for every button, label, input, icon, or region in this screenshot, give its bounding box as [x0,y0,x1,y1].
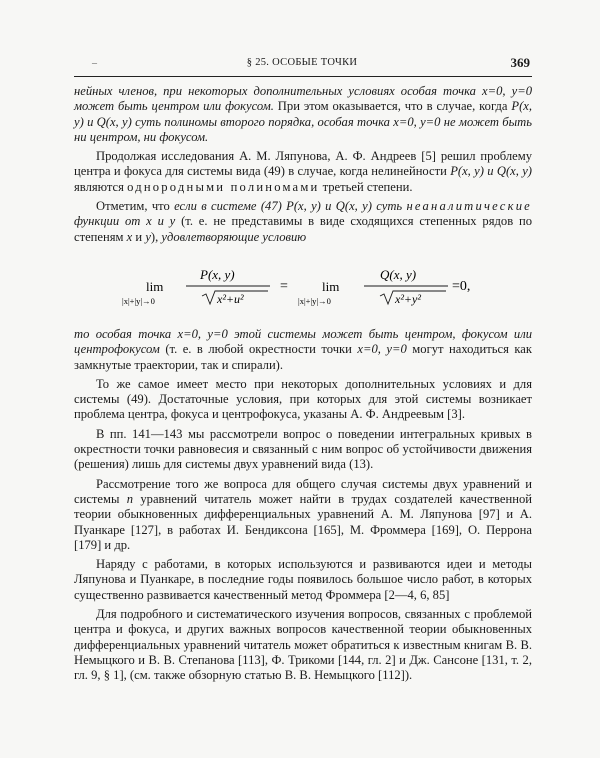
p2-text2: являются [74,179,128,194]
p4-it2: x=0, y=0 [357,342,407,357]
paragraph-2 [74,149,532,195]
p3-text4: ), [150,229,162,244]
denominator-1: x²+u² [217,291,244,306]
p1-line4: точка x=0, y=0 не может быть ни центром, ни фокусом. [74,114,532,144]
lim-2-sub: |x|+|y|→0 [298,295,331,306]
paragraph-7 [74,477,532,553]
equals-sign: = [280,278,288,294]
p2-text3: третьей степени. [319,179,413,194]
paragraph-5: То же самое имеет место при некоторых дополнительных условиях и для системы (49). Достаточные условия, при которых для этой системы возникает проблема центра, фокуса и центрофокуса, указаны А. Ф. Андреевым [3]. [74,376,532,422]
paragraph-4 [74,327,532,373]
p7-text2: уравнений читатель может найти в трудах создателей качественной теории обыкновенных дифференциальных уравнений А. М. Ляпунова [97] и А. Пуанкаре [127], в работах И. Бендиксона [165], М. Фроммера [169], О. Перрона [179] и др. [74,491,532,552]
running-header [74,54,530,74]
p1-line3b: P(x, y) и Q(x, y) суть полиномы второго порядка, особая [74,99,532,129]
lim-2: lim [322,278,340,294]
p3-text2: (т. е. не представимы в виде сходящихся степенных рядов по степеням [74,214,533,244]
p3-it3: x [126,229,133,244]
paragraph-9: Для подробного и систематического изучения вопросов, связанных с проблемой центра и фокуса, и других важных вопросов качественной теории обыкновенных дифференциальных уравнений читатель может обратиться к известным книгам В. В. Немыцкого и В. В. Степанова [113], Ф. Трикоми [144, гл. 2] и Дж. Сансоне [131, т. 2, гл. 9, § 1], (см. также обзорную статью В. В. Немыцкого [112]). [74,607,532,683]
paragraph-3 [74,199,532,245]
p2-text1: Продолжая исследования А. М. Ляпунова, А. Ф. Андреев [5] решил проблему центра и фокуса для системы вида (49) в случае, когда нелинейности [74,149,532,179]
lim-1: lim [146,278,164,294]
formula-tail: =0, [452,278,471,294]
p1-line1: нейных членов, при некоторых дополнительных условиях особая точка [74,84,476,98]
p4-text2: могут находиться как замкнутые траектории, так и спирали). [74,342,533,372]
running-title: § 25. ОСОБЫЕ ТОЧКИ [246,57,358,68]
p3-it4: y [145,229,151,244]
p3-text1: Отметим, что [96,199,175,214]
page-number: 369 [510,55,530,70]
lim-1-sub: |x|+|y|→0 [122,295,155,306]
p3-it2: функции от x и y [74,214,176,229]
header-dash: – [92,58,97,69]
p4-text1: (т. е. в любой окрестности точки [159,342,358,357]
paragraph-1 [74,84,532,145]
p1-line2a: x=0, y=0 может быть центром или фокусом. [74,84,532,114]
header-rule [74,76,532,77]
p3-text3: и [132,229,146,244]
denominator-2: x²+y² [395,291,421,306]
paragraph-6: В пп. 141—143 мы рассмотрели вопрос о поведении интегральных кривых в окрестности точки равновесия и связанный с ним вопрос об устойчивости движения (решения) лишь для системы двух уравнений вида (13). [74,426,532,472]
p7-it1: n [126,491,134,506]
p3-spaced: неаналитические [406,199,532,214]
p1-line3a: в случае, когда [426,99,512,114]
p3-it1: если в системе (47) P(x, y) и Q(x, y) суть [174,199,407,214]
p2-pq: P(x, y) и Q(x, y) [450,164,532,179]
p3-it5: удовлетворяющие условию [161,229,307,244]
numerator-2: Q(x, y) [380,266,417,282]
numerator-1: P(x, y) [200,266,235,282]
p7-text1: Рассмотрение того же вопроса для общего случая системы двух уравнений и системы [74,476,532,506]
paragraph-8: Наряду с работами, в которых используются и развиваются идеи и методы Ляпунова и Пуанкаре, в последние годы появилось большое число работ, в которых существенно развивается качественный метод Фроммера [2—4, 6, 85] [74,557,532,602]
p4-it1: то особая точка x=0, y=0 этой системы может быть центром, фокусом или центрофокусом [74,326,532,357]
p2-spaced: однородными полиномами [127,179,320,194]
formula-svg [74,249,532,323]
limit-formula [74,249,532,323]
page-body [74,84,532,688]
p1-line2b: При этом оказывается, что [273,99,423,114]
